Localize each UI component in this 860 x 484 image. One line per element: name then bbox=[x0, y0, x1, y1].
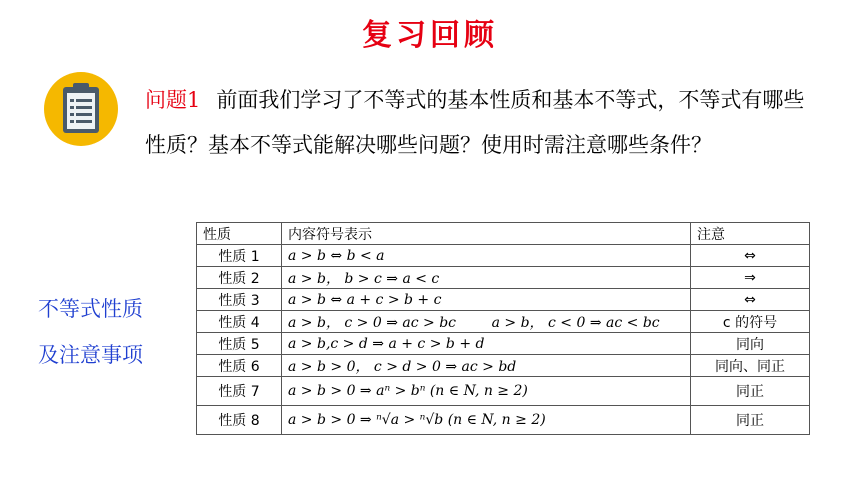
header-property: 性质 bbox=[197, 223, 282, 245]
side-label bbox=[38, 286, 188, 378]
header-note: 注意 bbox=[691, 223, 810, 245]
row-name: 性质 3 bbox=[197, 289, 282, 311]
row-name: 性质 7 bbox=[197, 377, 282, 406]
row-content: a > b,c > d ⇒ a + c > b + d bbox=[282, 333, 691, 355]
row-note: ⇔ bbox=[691, 289, 810, 311]
table-row bbox=[197, 377, 810, 406]
row-content: a > b > 0 ⇒ aⁿ > bⁿ (n ∈ N, n ≥ 2) bbox=[282, 377, 691, 406]
question-label: 问题1 bbox=[145, 88, 201, 112]
row-content: a > b > 0 ⇒ ⁿ√a > ⁿ√b (n ∈ N, n ≥ 2) bbox=[282, 406, 691, 435]
row-content: a > b ⇔ b < a bbox=[282, 245, 691, 267]
properties-table bbox=[196, 222, 810, 435]
clipboard-icon bbox=[43, 71, 119, 147]
row-name: 性质 8 bbox=[197, 406, 282, 435]
header-content: 内容符号表示 bbox=[282, 223, 691, 245]
row-content: a > b， c > 0 ⇒ ac > bc a > b， c < 0 ⇒ ac < bc bbox=[282, 311, 691, 333]
row-name: 性质 4 bbox=[197, 311, 282, 333]
table-row bbox=[197, 406, 810, 435]
question-paragraph bbox=[145, 78, 825, 168]
table-row bbox=[197, 311, 810, 333]
question-text: 前面我们学习了不等式的基本性质和基本不等式，不等式有哪些性质？基本不等式能解决哪些问题？使用时需注意哪些条件？ bbox=[145, 88, 805, 157]
row-note: 同向、同正 bbox=[691, 355, 810, 377]
row-note: c 的符号 bbox=[691, 311, 810, 333]
table-row bbox=[197, 333, 810, 355]
side-label-line-2: 及注意事项 bbox=[38, 343, 143, 367]
table-row bbox=[197, 355, 810, 377]
row-note: 同向 bbox=[691, 333, 810, 355]
row-content: a > b ⇔ a + c > b + c bbox=[282, 289, 691, 311]
table-row bbox=[197, 267, 810, 289]
table-row bbox=[197, 245, 810, 267]
row-name: 性质 2 bbox=[197, 267, 282, 289]
row-name: 性质 6 bbox=[197, 355, 282, 377]
table-row bbox=[197, 289, 810, 311]
row-name: 性质 1 bbox=[197, 245, 282, 267]
row-content: a > b > 0， c > d > 0 ⇒ ac > bd bbox=[282, 355, 691, 377]
page-title: 复习回顾 bbox=[362, 18, 498, 53]
row-note: ⇒ bbox=[691, 267, 810, 289]
row-note: 同正 bbox=[691, 377, 810, 406]
side-label-line-1: 不等式性质 bbox=[38, 297, 143, 321]
row-note: ⇔ bbox=[691, 245, 810, 267]
row-name: 性质 5 bbox=[197, 333, 282, 355]
row-content: a > b， b > c ⇒ a < c bbox=[282, 267, 691, 289]
table-header-row bbox=[197, 223, 810, 245]
row-note: 同正 bbox=[691, 406, 810, 435]
